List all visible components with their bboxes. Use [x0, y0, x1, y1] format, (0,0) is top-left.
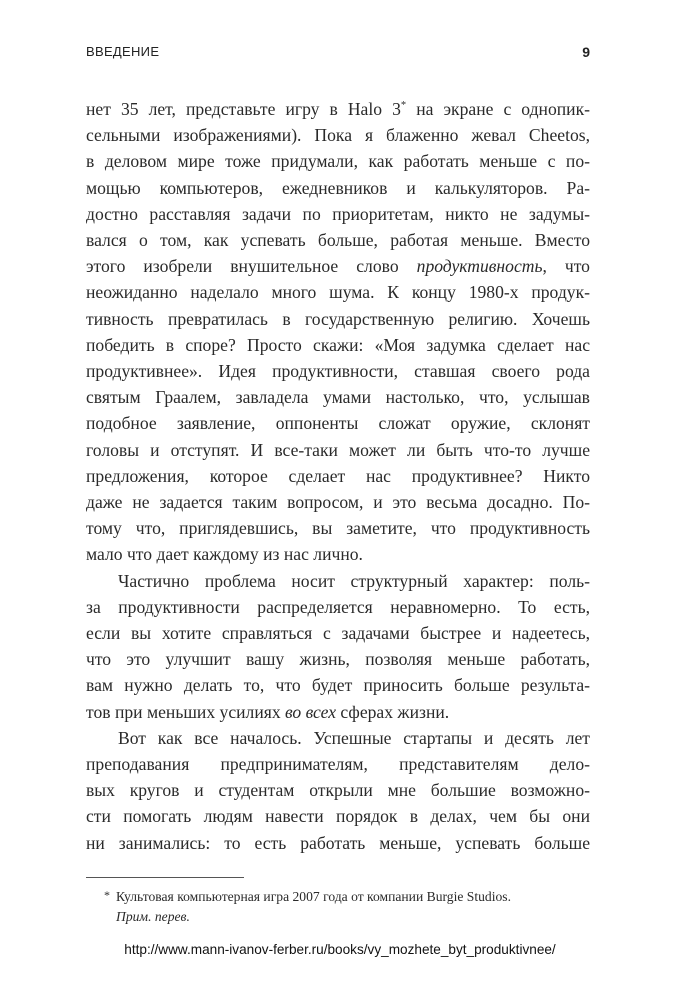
text-line: вался о том, как успевать больше, работая меньше. Вместо	[86, 230, 590, 251]
text-span: этого изобрели внушительное слово	[86, 256, 417, 277]
text-line: святым Граалем, завладела умами настолько, что, услышав	[86, 387, 590, 408]
text-line	[86, 96, 590, 122]
source-url[interactable]: http://www.mann-ivanov-ferber.ru/books/vy_mozhete_byt_produktivnee/	[124, 942, 556, 957]
text-line: Вот как все началось. Успешные стартапы и десять лет	[118, 727, 590, 748]
translator-note: Прим. перев.	[116, 909, 190, 924]
footnote	[86, 887, 590, 927]
text-line: вых кругов и студентам открыли мне большие возможно-	[86, 780, 590, 801]
text-line: за продуктивности распределяется неравномерно. То есть,	[86, 596, 590, 617]
text-line: победить в споре? Просто скажи: «Моя задумка сделает нас	[86, 334, 590, 355]
text-line: тому что, приглядевшись, вы заметите, что продуктивность	[86, 518, 590, 539]
text-line: в деловом мире тоже придумали, как работать меньше с по-	[86, 151, 590, 172]
text-line	[86, 253, 590, 279]
text-span: нет 35 лет, представьте игру в Halo 3	[86, 99, 401, 119]
text-line: головы и отступят. И все-таки может ли быть что-то лучше	[86, 439, 590, 460]
emphasis: во всех	[285, 701, 336, 722]
emphasis: продуктивность	[416, 256, 543, 277]
text-line: Частично проблема носит структурный характер: поль-	[118, 570, 590, 591]
text-line: если вы хотите справляться с задачами быстрее и надеетесь,	[86, 623, 590, 644]
text-line: тивность превратилась в государственную религию. Хочешь	[86, 308, 590, 329]
text-line: достно расставляя задачи по приоритетам, никто не задумы-	[86, 203, 590, 224]
text-line: ни занимались: то есть работать меньше, успевать больше	[86, 832, 590, 853]
footnote-reference[interactable]: *	[400, 100, 407, 112]
footnote-text: Культовая компьютерная игра 2007 года от компании Burgie Studios.	[116, 889, 511, 904]
body-text	[86, 96, 590, 856]
running-title: ВВЕДЕНИЕ	[86, 44, 160, 59]
text-line	[86, 699, 590, 725]
paragraph-2	[86, 568, 590, 725]
footnote-body	[116, 887, 590, 927]
text-line: продуктивнее». Идея продуктивности, ставшая своего рода	[86, 361, 590, 382]
text-line: мощью компьютеров, ежедневников и калькуляторов. Ра-	[86, 177, 590, 198]
paragraph-1	[86, 96, 590, 568]
page-number: 9	[582, 44, 590, 60]
paragraph-3	[86, 725, 590, 856]
text-line: подобное заявление, оппоненты сложат оружие, склонят	[86, 413, 590, 434]
text-line: сти помогать людям навести порядок в делах, чем бы они	[86, 806, 590, 827]
footnote-mark: *	[104, 888, 110, 902]
page-header	[86, 44, 590, 64]
footnote-divider	[86, 877, 244, 878]
text-span: на экране с однопик-	[406, 99, 590, 119]
text-line: вам нужно делать то, что будет приносить больше результа-	[86, 675, 590, 696]
text-span: , что	[542, 256, 590, 277]
text-line: предложения, которое сделает нас продуктивнее? Никто	[86, 465, 590, 486]
text-span: тов при меньших усилиях	[86, 701, 286, 722]
text-line: мало что дает каждому из нас лично.	[86, 544, 363, 565]
text-line: что это улучшит вашу жизнь, позволяя меньше работать,	[86, 649, 590, 670]
text-line: неожиданно наделало много шума. К концу 1980-х продук-	[86, 282, 590, 303]
text-line: преподавания предпринимателям, представителям дело-	[86, 754, 590, 775]
text-line: сельными изображениями). Пока я блаженно жевал Cheetos,	[86, 125, 590, 146]
text-span: сферах жизни.	[336, 701, 450, 722]
text-line: даже не задается таким вопросом, и это весьма досадно. По-	[86, 492, 590, 513]
